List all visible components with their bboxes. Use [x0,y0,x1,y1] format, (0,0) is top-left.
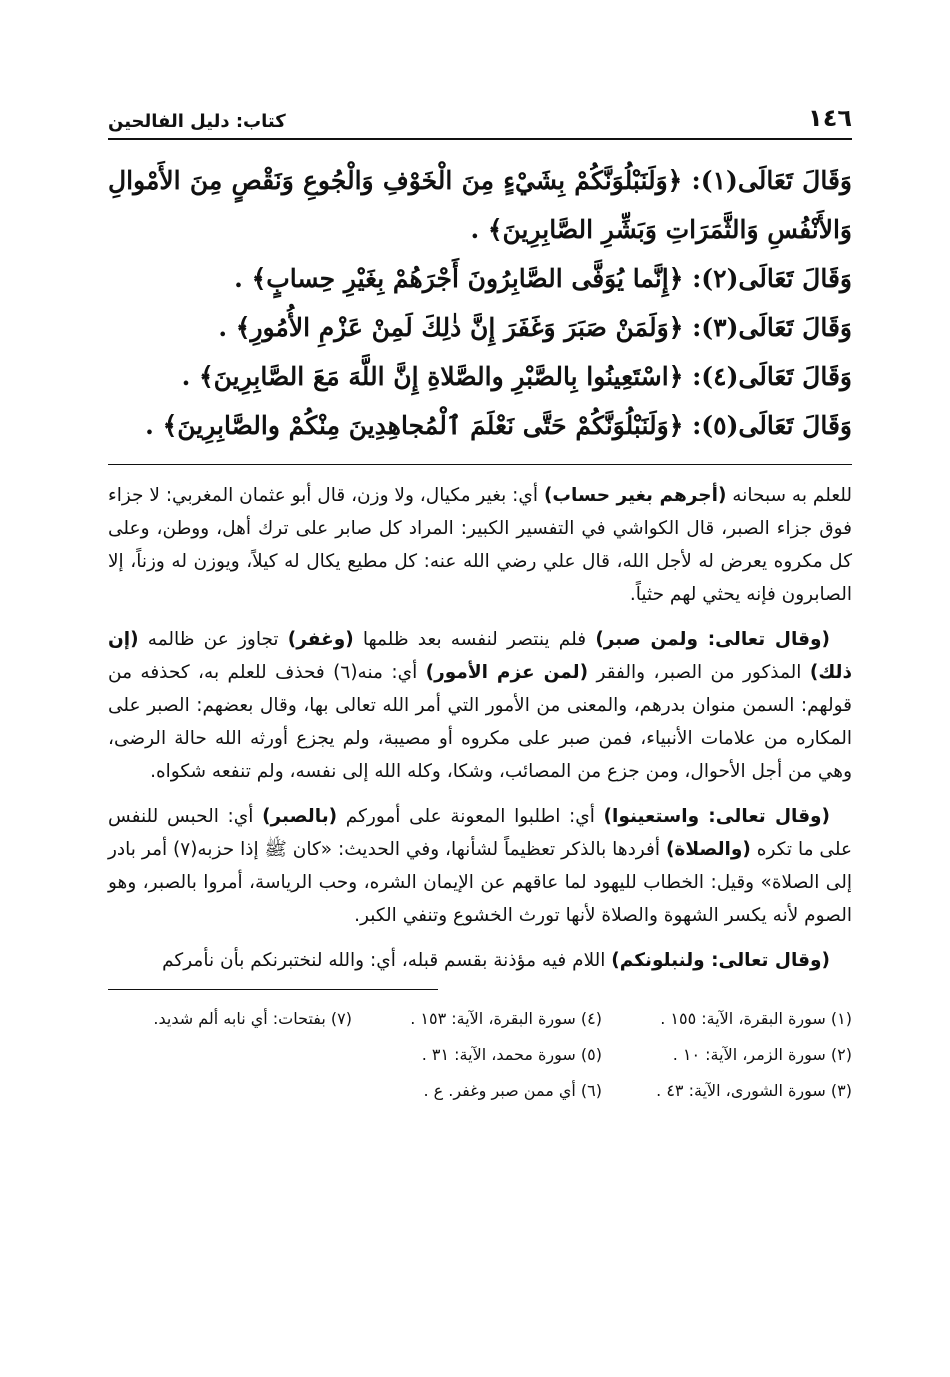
verse-3 [108,303,852,352]
commentary-keyword: (وقال تعالى: ولنبلونكم) [611,950,830,971]
verse-2 [108,254,852,303]
page-number: ١٤٦ [808,104,852,132]
verse-text: ﴿وَلَنَبْلُوَنَّكُمْ حَتَّى نَعْلَمَ ٱلْمُجاهِدِينَ مِنْكُمْ والصَّابِرِينَ﴾ . [145,411,684,440]
commentary-keyword: (وغفر) [287,629,354,650]
footnote-2: (٢) سورة الزمر، الآية: ١٠ . [672,1045,852,1064]
commentary-paragraph-2 [108,623,852,788]
commentary-text: المذكور من الصبر، والفقر [588,662,810,683]
verse-intro: وَقَالَ تَعَالَى(١): [682,166,852,195]
page [108,92,852,1106]
verse-intro: وَقَالَ تَعَالَى(٥): [683,411,852,440]
commentary-text: أفردها بالذكر تعظيماً لشأنها، وفي الحديث: «كان ﷺ إذا حزبه(٧) أمر بادر إلى الصلاة» وقيل: الخطاب لليهود لما عاقهم عن الإيمان الشره، وحب الرياسة، أمروا بالصبر، وهو الصوم لأنه يكسر الشهوة والصلاة لأنها تورث الخشوع وتنفي الكبر. [108,839,852,926]
quran-verses [108,156,852,450]
commentary-keyword: (لمن عزم الأمور) [425,662,589,683]
commentary-text: أي: اطلبوا المعونة على أموركم [337,806,604,827]
footnotes [108,1004,852,1106]
footnote-5: (٥) سورة محمد، الآية: ٣١ . [421,1045,602,1064]
footnote-empty [108,1040,352,1070]
verse-intro: وَقَالَ تَعَالَى(٢): [683,264,852,293]
footnote-7: (٧) بفتحات: أي نابه ألم شديد. [153,1009,352,1028]
commentary-keyword: (بالصبر) [262,806,338,827]
footnote-3: (٣) سورة الشورى، الآية: ٤٣ . [656,1081,852,1100]
commentary-paragraph-1 [108,479,852,611]
commentary-text: أي: بغير مكيال، ولا وزن، قال أبو عثمان المغربي: لا جزاء فوق جزاء الصبر، قال الكواشي في التفسير الكبير: المراد كل صابر على ترك أهل، ووطن، وعلى كل مكروه يعرض له لأجل الله، قال علي رضي الله عنه: كل مطيع يكال له كيلاً، ويوزن له وزناً، إلا الصابرون فإنه يحثي لهم حثياً. [108,485,852,605]
commentary-keyword: (إن ذلك) [108,629,852,683]
commentary-paragraph-4 [108,944,852,977]
verse-text: ﴿إِنَّما يُوَفَّى الصَّابِرُونَ أَجْرَهُمْ بِغَيْرِ حِسابٍ﴾ . [234,264,684,293]
footnote-4: (٤) سورة البقرة، الآية: ١٥٣ . [410,1009,602,1028]
verse-5 [108,401,852,450]
commentary-keyword: (أجرهم بغير حساب) [543,485,727,506]
page-header [108,92,852,140]
book-title: كتاب: دليل الفالحين [108,111,286,132]
commentary-text: أي: منه(٦) فحذف للعلم به، كحذفه من قولهم: السمن منوان بدرهم، والمعنى من الأمور التي أمر الله تعالى بها، وقال بعضهم: الصبر على المكاره من علامات الأنبياء، فمن صبر على مكروه أو مصيبة، ولم يجزع أورثه الله حالة الرضى، وهي من أجل الأحوال، ومن جزع من المصائب، وشكا، وكله الله إلى نفسه، ولم تنفعه شكواه. [108,662,852,782]
section-divider [108,464,852,465]
commentary-keyword: (وقال تعالى: واستعينوا) [603,806,831,827]
verse-1 [108,156,852,254]
verse-text: ﴿اسْتَعِينُوا بِالصَّبْرِ والصَّلاةِ إِنَّ اللَّهَ مَعَ الصَّابِرِينَ﴾ . [181,362,684,391]
verse-intro: وَقَالَ تَعَالَى(٣): [683,313,852,342]
footnote-divider [108,989,438,990]
commentary-paragraph-3 [108,800,852,932]
commentary-keyword: (وقال تعالى: ولمن صبر) [595,629,830,650]
commentary-keyword: (والصلاة) [665,839,751,860]
footnote-1: (١) سورة البقرة، الآية: ١٥٥ . [660,1009,852,1028]
verse-4 [108,352,852,401]
commentary-text: أي: الحبس للنفس على ما تكره [108,806,852,860]
commentary-text: فلم ينتصر لنفسه بعد ظلمها [353,629,596,650]
verse-text: ﴿وَلَنَبْلُوَنَّكُمْ بِشَيْءٍ مِنَ الْخَوْفِ وَالْجُوعِ وَنَقْصٍ مِنَ الأَمْوالِ وَالأَنْفُسِ وَالثَّمَرَاتِ وَبَشِّرِ الصَّابِرِينَ﴾ . [108,166,852,244]
commentary-text: للعلم به سبحانه [726,485,853,506]
commentary-text: تجاوز عن ظالمه [138,629,288,650]
verse-intro: وَقَالَ تَعَالَى(٤): [683,362,852,391]
footnote-6: (٦) أي ممن صبر وغفر. ع . [423,1081,602,1100]
commentary-text: اللام فيه مؤذنة بقسم قبله، أي: والله لنختبرنكم بأن نأمركم [162,950,612,971]
verse-text: ﴿وَلَمَنْ صَبَرَ وَغَفَرَ إِنَّ ذٰلِكَ لَمِنْ عَزْمِ الأُمُورِ﴾ . [218,313,684,342]
footnote-empty [108,1076,352,1106]
